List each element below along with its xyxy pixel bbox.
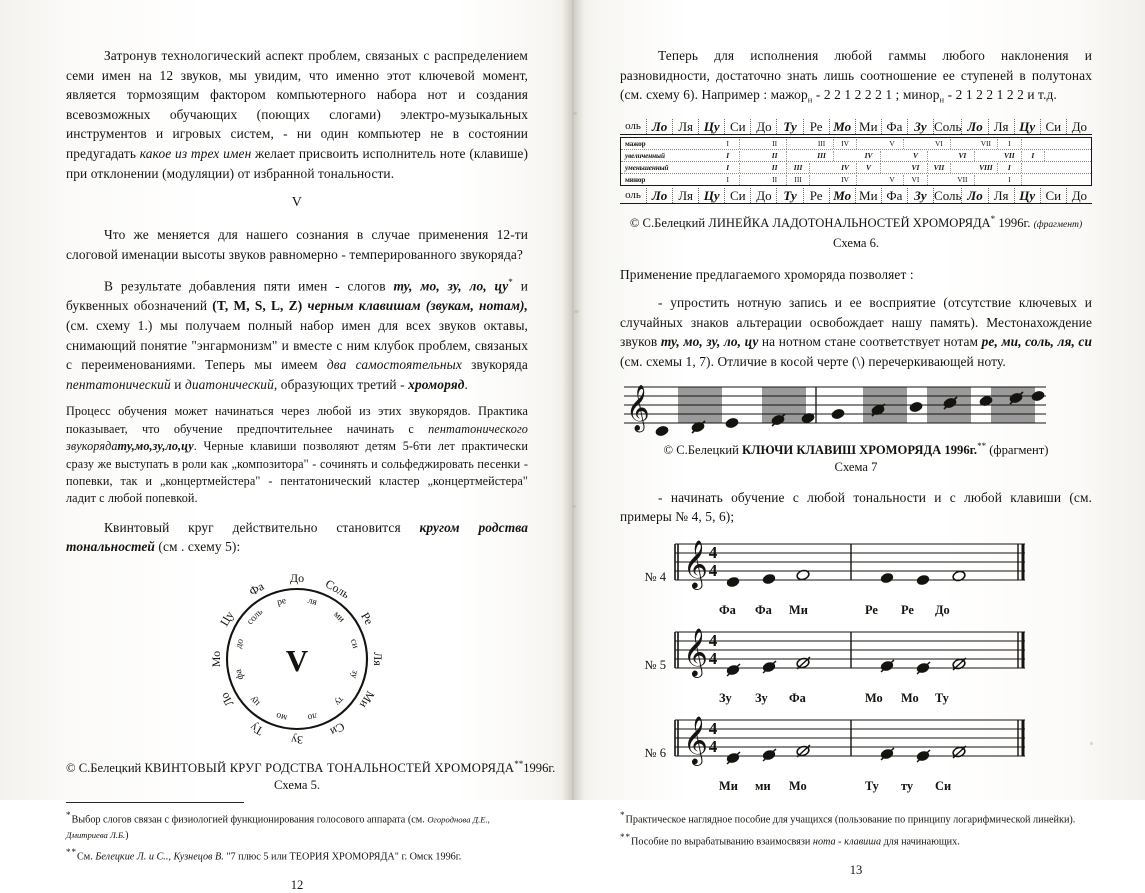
syllables-emphasis-right: ту, мо, зу, ло, цу: [660, 334, 759, 350]
scheme6-scale-cell: оль: [620, 119, 647, 134]
scheme6-scale-cell: Ту: [777, 188, 803, 203]
italic-pentatonic: пентатонический: [66, 376, 171, 392]
scheme6-grid: [620, 137, 1092, 186]
paragraph-question: Что же меняется для нашего сознания в случае применения 12-ти слоговой именации высоты звуков равномерно - темперированного звукоряда?: [66, 227, 528, 262]
paragraph-fifths: Квинтовый круг действительно становится кругом родства тональностей (см . схему 5):: [66, 519, 528, 555]
scheme6-scale-cell: Ло: [962, 188, 988, 203]
caption-year: 1996г.: [523, 761, 556, 776]
example-staff: [673, 712, 1092, 796]
scheme6-degree-cell: I: [716, 175, 739, 185]
scheme6-scale-cell: Цу: [1015, 188, 1041, 203]
caption6-fragment: (фрагмент): [1033, 219, 1083, 231]
footnote-right-2-mark: **: [620, 831, 631, 842]
caption7-year: 1996г.: [941, 442, 978, 457]
syllable-label: Мо: [865, 690, 883, 705]
scheme6-degree-cell: II: [763, 139, 786, 149]
italic-two-independent: два самостоятельных: [326, 357, 462, 373]
syllables-emphasis: ту, мо, зу, ло, цу: [393, 278, 509, 294]
scheme6-scale-cell: Соль: [934, 119, 962, 135]
scheme6-degree-cell: I: [716, 139, 739, 149]
letter-names: (T, M, S, L, Z): [212, 298, 308, 314]
paragraph-allows: Применение предлагаемого хроморяда позволяет :: [620, 266, 914, 282]
example-staff: [673, 536, 1092, 620]
caption-footnote-mark: **: [514, 759, 524, 769]
circle-outer-label: Ля: [371, 652, 385, 666]
scheme6-scale-cell: Ло: [962, 119, 988, 134]
footnote-divider: [66, 802, 244, 803]
scheme6-scale-cell: Си: [1041, 188, 1067, 203]
circle-outer-label: Ту: [247, 719, 266, 739]
time-signature-digit: 4: [708, 718, 718, 738]
syllable-label: Фа: [789, 690, 806, 705]
music-example: [620, 536, 1092, 620]
page-number-left: 12: [290, 878, 304, 893]
scheme6-mode-row: [621, 138, 1091, 150]
footnote-right-2-italic: нота - клавиша: [812, 836, 882, 848]
syllable-label: Ту: [935, 690, 949, 705]
scheme6-mode-label: уменьшенный: [625, 163, 669, 172]
scheme6-mode-row: [621, 174, 1091, 185]
chromoryad-slashes: [692, 392, 1023, 433]
scheme6-degree-cell: VI: [928, 139, 951, 149]
scheme6-mode-label: увеличенный: [625, 151, 665, 160]
scheme6-scale-cell: Ми: [856, 119, 882, 134]
scheme6-degree-cell: I: [998, 139, 1021, 149]
caption-copyright: © С.Белецкий: [66, 761, 145, 776]
scheme6-mode-label: минор: [625, 175, 646, 184]
italic-pentatonic-scale: пентатонического звукоряда: [66, 421, 528, 454]
scheme6-scale-cell: Зу: [908, 119, 934, 134]
syllable-label: ми: [755, 778, 771, 793]
scheme6-scale-cell: До: [1071, 188, 1088, 204]
scheme6-degree-cell: III: [787, 175, 810, 185]
circle-inner-label: ля: [306, 595, 318, 609]
syllable-label: Ре: [901, 602, 914, 617]
scheme6-scale-cell: Си: [725, 188, 751, 203]
scheme6-scale-cell: Ля: [989, 188, 1015, 203]
circle-outer-label: Фа: [246, 579, 267, 599]
scheme6-scale-cell: Ре: [804, 188, 830, 203]
footnote-1-sources: Огороднова Д.Е., Дмитриева Л.Б.: [66, 814, 490, 840]
syllable-label: Ре: [865, 602, 878, 617]
scheme6-scale-cell: Ля: [989, 119, 1015, 134]
scheme6-scale-cell: Цу: [699, 188, 725, 203]
caption7-title: КЛЮЧИ КЛАВИШ ХРОМОРЯДА: [741, 442, 942, 457]
circle-inner-label: соль: [245, 607, 266, 628]
paragraph-simplify: - упростить нотную запись и ее восприятие (отсутствие ключевых и случайных знаков альтерации освобождает нашу память). Местонахождение звуков ту, мо, зу, ло, цу на нотном стане соответствует нотам ре, ми, соль, ля, си (см. схемы 1, 7). Отличие в косой черте (\) перечеркивающей ноту.: [620, 295, 1093, 370]
scheme6-scale-cell: До: [751, 188, 777, 203]
scheme6-degree-cell: III: [810, 139, 833, 149]
italic-phrase: какое из трех имен: [139, 145, 252, 161]
time-signature-digit: 4: [708, 736, 718, 756]
scheme6-degree-cell: V: [857, 163, 880, 173]
scheme6-scale-cell: Ми: [856, 188, 882, 203]
caption6-mark: *: [990, 214, 996, 225]
treble-clef-icon: 𝄞: [683, 626, 708, 676]
bold-circle-of-kinship: кругом родства тональностей: [66, 519, 528, 555]
scheme6-degree-cell: I: [716, 163, 739, 173]
footnote-2-authors: Белецкие Л. и С.., Кузнецов В.: [95, 851, 224, 863]
scheme6-scale-cell: Ло: [647, 188, 673, 203]
paragraph-scales: Теперь для исполнения любой гаммы любого наклонения и разновидности, достаточно знать лишь соотношение ее ступеней в полутонах (см. схему 6). Например : мажор$_н$ - 2 2 1 2 2 2 1 ; минор$_н$ - 2 1 2 2 1 2 2 и т.д.: [620, 48, 1092, 105]
circle-inner-label: ми: [331, 609, 347, 625]
time-signature-digit: 4: [708, 630, 718, 650]
scheme6-degree-cell: II: [763, 151, 786, 161]
circle-inner-label: си: [347, 637, 361, 650]
right-page: [584, 0, 1145, 877]
syllable-label: Ту: [865, 778, 879, 793]
footnote-2-mark: **: [66, 847, 77, 858]
syllable-label: ту: [901, 778, 914, 793]
notes-emphasis-right: ре, ми, соль, ля, си: [981, 334, 1093, 350]
scan-speck: [574, 310, 579, 313]
caption6-title: ЛИНЕЙКА ЛАДОТОНАЛЬНОСТЕЙ ХРОМОРЯДА: [708, 216, 991, 231]
caption7-scheme-number: Схема 7: [834, 459, 878, 474]
subscript-minor: н: [939, 94, 945, 105]
page-gutter-shadow: [562, 0, 584, 800]
note-head: [916, 574, 930, 586]
scheme6-table: [620, 119, 1092, 204]
scheme6-degree-cell: IV: [834, 139, 857, 149]
circle-inner-label: ту: [332, 694, 346, 708]
syllable-label: До: [935, 602, 950, 617]
music-example: [620, 624, 1092, 708]
circle-outer-label: До: [289, 571, 305, 585]
caption-title: КВИНТОВЫЙ КРУГ РОДСТВА ТОНАЛЬНОСТЕЙ ХРОМОРЯДА: [144, 761, 515, 776]
scheme6-scale-cell: Фа: [882, 119, 908, 134]
scheme6-scale-cell: оль: [620, 188, 647, 203]
example-staff-svg: [673, 712, 1043, 774]
caption6-scheme-number: Схема 6.: [832, 235, 880, 250]
scheme6-degree-cell: III: [810, 151, 833, 161]
circle-outer-label: Зу: [290, 733, 304, 747]
paragraph-result: В результате добавления пяти имен - слогов ту, мо, зу, ло, цу* и буквенных обозначений (T, M, S, L, Z) черным клавишам (звукам, нотам), (см. схему 1.) мы получаем полный набор имен для всех звуков октавы, снимающий понятие "энгармонизм" и вместе с ним клубок проблем, связаных с переименованиями. Теперь мы имеем два самостоятельных звукоряда пентатонический и диатонический, образующих третий - хроморяд.: [66, 277, 528, 392]
circle-of-fifths-diagram: [182, 566, 412, 752]
scheme6-degree-cell: IV: [834, 163, 857, 173]
circle-inner-label: цу: [248, 693, 263, 708]
syllable-label: Зу: [719, 690, 732, 705]
scan-speck: [573, 112, 577, 115]
footnote-1-mark: *: [66, 810, 72, 821]
footnote-right-2: **Пособие по вырабатыванию взаимосвязи нота - клавиша для начинающих.: [620, 831, 960, 848]
scheme6-scale-cell: Ту: [777, 119, 803, 134]
music-examples: [620, 536, 1092, 796]
circle-outer-label: Цу: [217, 608, 237, 629]
scheme6-scale-cell: Мо: [830, 119, 856, 134]
footnote-2: **См. Белецкие Л. и С.., Кузнецов В. "7 плюс 5 или ТЕОРИЯ ХРОМОРЯДА" г. Омск 1996г.: [66, 847, 462, 863]
circle-inner-label: до: [233, 637, 247, 650]
scheme6-scale-cell: Цу: [1015, 119, 1041, 134]
scheme6-scale-cell: Си: [725, 119, 751, 134]
treble-clef-icon: 𝄞: [683, 538, 708, 588]
syllable-label: Си: [935, 778, 952, 793]
scheme6-degree-cell: VI: [951, 151, 974, 161]
scheme6-degree-cell: VI: [904, 175, 927, 185]
page-number-right: 13: [849, 862, 863, 877]
music-example: [620, 712, 1092, 796]
scheme6-mode-label: мажор: [625, 139, 646, 148]
scheme6-degree-cell: VIII: [975, 163, 998, 173]
scheme6-degree-cell: V: [881, 139, 904, 149]
scheme6-degree-cell: VI: [904, 163, 927, 173]
example-staff-svg: [673, 536, 1043, 598]
scheme6-scale-cell: Фа: [882, 188, 908, 203]
scheme6-degree-cell: VII: [928, 163, 951, 173]
subscript-major: н: [807, 94, 813, 105]
footnote-ref: *: [508, 277, 513, 288]
black-keys-emphasis: черным клавишам (звукам, нотам),: [307, 298, 528, 314]
scheme7-caption: [620, 438, 1092, 475]
footnote-right-1-mark: *: [620, 809, 626, 820]
scheme6-scale-cell: До: [1071, 119, 1088, 135]
circle-outer-label: Соль: [323, 576, 352, 602]
scheme6-degree-cell: I: [716, 151, 739, 161]
syllable-row: [673, 691, 1092, 708]
circle-of-fifths-svg: [182, 566, 412, 752]
example-staff: [673, 624, 1092, 708]
circle-outer-label: Ми: [356, 688, 378, 711]
footnote-1: *Выбор слогов связан с физиологией функционирования голосового аппарата (см. Огороднова Д.Е., Дмитриева Л.Б.): [66, 810, 490, 841]
scheme6-degree-cell: II: [763, 163, 786, 173]
time-signature-digit: 4: [708, 542, 718, 562]
syllable-row: [673, 603, 1092, 620]
caption6-copyright: © С.Белецкий: [629, 216, 709, 231]
scheme6-degree-cell: IV: [834, 175, 857, 185]
scheme6-degree-cell: IV: [857, 151, 880, 161]
scheme6-scale-cell: Ля: [673, 119, 699, 134]
scan-speck: [572, 505, 576, 508]
scheme6-scale-cell: Ло: [647, 119, 673, 134]
scheme6-degree-cell: V: [904, 151, 927, 161]
time-signature-digit: 4: [708, 648, 718, 668]
example-number: № 6: [644, 746, 666, 761]
circle-inner-label: фа: [233, 667, 247, 681]
scheme6-scale-cell: Соль: [934, 188, 962, 204]
paragraph-practice: Процесс обучения может начинаться через любой из этих звукорядов. Практика показывает, что обучение предпочтительнее начинать с пентатонического звукорядату,мо,зу,ло,цу. Черные клавиши позволяют детям 5-6ти лет практически сразу же выступать в роли как „композитора" - сочинять и сольфеджировать песенки - попевки, так и „концертмейстера" - пентатонический кластер „концертмейстера" ладит с любой попевкой.: [66, 404, 528, 506]
paragraph-any-key: - начинать обучение с любой тональности и с любой клавиши (см. примеры № 4, 5, 6);: [620, 489, 1092, 525]
circle-inner-label: мо: [275, 709, 289, 723]
syllables-list: ту,мо,зу,ло,цу: [117, 439, 194, 454]
syllable-label: Зу: [755, 690, 768, 705]
left-page: [0, 0, 562, 893]
scheme6-scale-cell: До: [751, 119, 777, 134]
caption7-copyright: © С.Белецкий: [663, 442, 742, 457]
section-numeral: V: [291, 195, 303, 211]
treble-clef-icon: 𝄞: [626, 384, 650, 431]
note-head: [726, 576, 740, 588]
caption7-fragment: (фрагмент): [986, 442, 1049, 457]
circle-inner-label: зу: [348, 668, 360, 680]
scheme6-scale-cell: Си: [1041, 119, 1067, 134]
scheme6-mode-row: [621, 150, 1091, 162]
scheme6-degree-cell: VII: [951, 175, 974, 185]
circle-outer-label: Ре: [358, 609, 377, 628]
scheme6-scale-cell: Ре: [804, 119, 830, 134]
syllable-label: Фа: [719, 602, 736, 617]
treble-clef-icon: 𝄞: [683, 714, 708, 764]
circle-outer-label: Ло: [217, 690, 237, 709]
scheme6-degree-cell: VII: [998, 151, 1021, 161]
syllable-row: [673, 779, 1092, 796]
syllable-label: Фа: [755, 602, 772, 617]
circle-inner-label: ре: [276, 596, 288, 609]
scheme6-scale-row-bottom: [620, 188, 1092, 204]
scheme6-scale-cell: Цу: [699, 119, 725, 134]
note-head: [762, 573, 776, 585]
footnote-right-1: *Практическое наглядное пособие для учащихся (пользование по принципу логарифмической линейки).: [620, 809, 1076, 826]
scheme6-scale-cell: Мо: [830, 188, 856, 203]
note-head: [880, 572, 894, 584]
syllable-label: Мо: [789, 778, 807, 793]
circle-center-numeral: V: [285, 643, 309, 678]
scheme6-degree-cell: II: [763, 175, 786, 185]
caption6-year: 1996г.: [995, 216, 1034, 231]
syllable-label: Мо: [901, 690, 919, 705]
circle-outer-label: Си: [327, 719, 348, 739]
scheme6-scale-cell: Ля: [673, 188, 699, 203]
scheme6-scale-cell: Зу: [908, 188, 934, 203]
circle-inner-label: ло: [306, 709, 319, 723]
scheme6-degree-cell: I: [998, 175, 1021, 185]
scheme5-caption: [66, 756, 556, 793]
example-staff-svg: [673, 624, 1043, 686]
caption-scheme-number: Схема 5.: [273, 778, 321, 793]
example-number: № 5: [644, 658, 666, 673]
circle-outer-label: Мо: [209, 650, 223, 668]
italic-diatonic: диатонический,: [184, 376, 278, 392]
bold-chromoryad: хроморяд: [408, 376, 465, 392]
scheme6-degree-cell: V: [881, 175, 904, 185]
scheme6-degree-cell: III: [787, 163, 810, 173]
scheme6-scale-row-top: [620, 119, 1092, 135]
scheme7-staff-svg: [620, 381, 1050, 437]
scheme7-staff: [620, 381, 1092, 437]
paragraph-intro: Затронув технологический аспект проблем, связаных с распределением семи имен на 12 звуков, мы увидим, что именно этот ключевой момент, является тормозящим фактором компьютерного набора нот и создания всевозможных обучающих (поющих слогами) электро-музыкальных инструментов и игровых систем, - ни один компьютер не в состоянии предугадать какое из трех имен желает присвоить исполнитель ноте (клавише) при отклонении (модуляции) от избранной тональности.: [66, 48, 529, 181]
syllable-label: Ми: [719, 778, 738, 793]
example-number: № 4: [644, 570, 666, 585]
scheme6-degree-cell: VII: [975, 139, 998, 149]
scheme6-caption: [620, 211, 1092, 250]
scheme6-mode-row: [621, 162, 1091, 174]
syllable-label: Ми: [789, 602, 808, 617]
scheme6-degree-cell: I: [1022, 151, 1045, 161]
scheme6-degree-cell: I: [998, 163, 1021, 173]
caption7-mark: **: [977, 440, 987, 451]
time-signature-digit: 4: [708, 560, 718, 580]
